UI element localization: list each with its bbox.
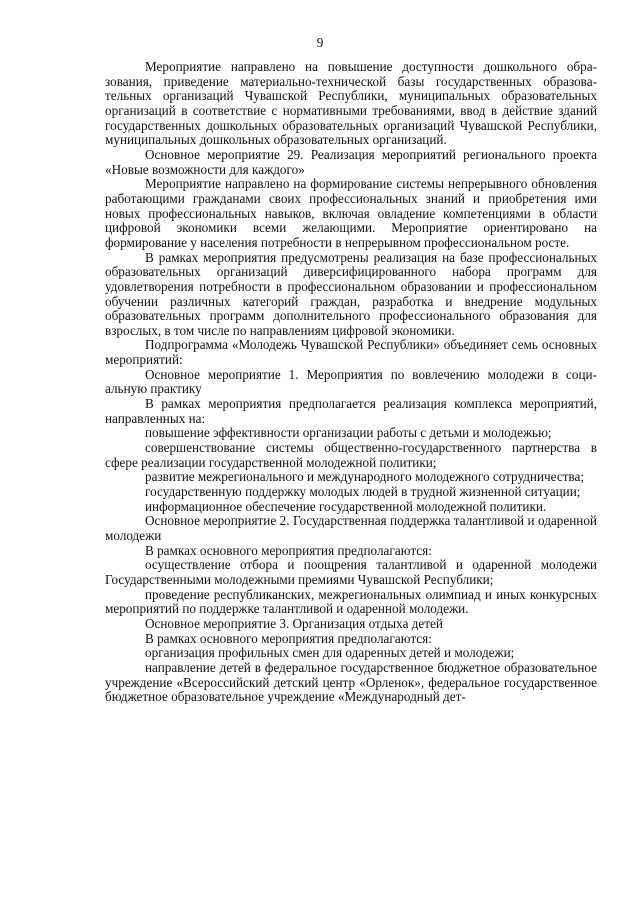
paragraph: Основное мероприятие 3. Организация отдыха детей xyxy=(145,615,443,631)
paragraph: В рамках основного мероприятия предполагаются: xyxy=(145,630,432,646)
list-item: развитие межрегионального и международного молодежного сотрудничества; xyxy=(145,469,585,485)
page-number: 9 xyxy=(316,35,324,50)
list-item: организация профильных смен для одаренных детей и молодежи; xyxy=(145,645,515,661)
document-body xyxy=(105,60,597,705)
list-item: повышение эффективности организации работы с детьми и молодежью; xyxy=(145,425,552,441)
paragraph: Основное мероприятие 1. Мероприятия по вовлечению молодежи в социальную практику xyxy=(105,366,597,397)
list-item: совершенствование системы общественно-государственного партнерства в сфере реализации государственной молодежной политики; xyxy=(105,440,597,470)
list-item: направление детей в федеральное государственное бюджетное образовательное учреждение «Всероссийский детский центр «Орленок», федеральное государственное бюджетное образовательное учреждение «Международный дет- xyxy=(105,659,597,705)
list-item: государственную поддержку молодых людей в трудной жизненной ситуации; xyxy=(145,484,581,500)
list-item: информационное обеспечение государственной молодежной политики. xyxy=(145,498,547,514)
paragraph: Мероприятие направлено на формирование системы непрерывного обновления работающими гражданами своих профессиональных знаний и приобретения ими новых профессиональных навыков, включая овладение компетенциями в области цифровой экономики всеми желающими. Мероприятие ориентировано на формирование у населения потребности в непрерывном профессиональном росте. xyxy=(105,176,597,250)
paragraph: В рамках мероприятия предполагается реализация комплекса мероприятий, направленных на: xyxy=(105,396,597,426)
paragraph: Мероприятие направлено на повышение доступности дошкольного образования, приведение материально-технической базы государственных образовательных организаций Чувашской Республики, муниципальных образовательных организаций в соответствие с нормативными требованиями, ввод в действие зданий государственных дошкольных образовательных организаций Чувашской Республики, муниципальных дошкольных образовательных организаций. xyxy=(105,59,597,148)
list-item: осуществление отбора и поощрения талантливой и одаренной молодежи Государственными молодежными премиями Чувашской Республики; xyxy=(105,557,597,587)
paragraph: В рамках мероприятия предусмотрены реализация на базе профессиональных образовательных организаций диверсифицированного набора программ для удовлетворения потребности в профессиональном образовании и профессиональном обучении различных категорий граждан, разработка и внедрение модульных образовательных программ дополнительного профессионального образования для взрослых, в том числе по направлениям цифровой экономики. xyxy=(105,249,597,338)
paragraph: Подпрограмма «Молодежь Чувашской Республики» объединяет семь основных мероприятий: xyxy=(105,337,597,368)
paragraph: Основное мероприятие 29. Реализация мероприятий регионального проекта «Новые возможности для каждого» xyxy=(105,146,597,177)
paragraph: В рамках основного мероприятия предполагаются: xyxy=(145,542,432,558)
paragraph: Основное мероприятие 2. Государственная поддержка талантливой и одаренной молодежи xyxy=(105,513,597,543)
list-item: проведение республиканских, межрегиональных олимпиад и иных конкурсных мероприятий по поддержке талантливой и одаренной молодежи. xyxy=(105,586,597,617)
